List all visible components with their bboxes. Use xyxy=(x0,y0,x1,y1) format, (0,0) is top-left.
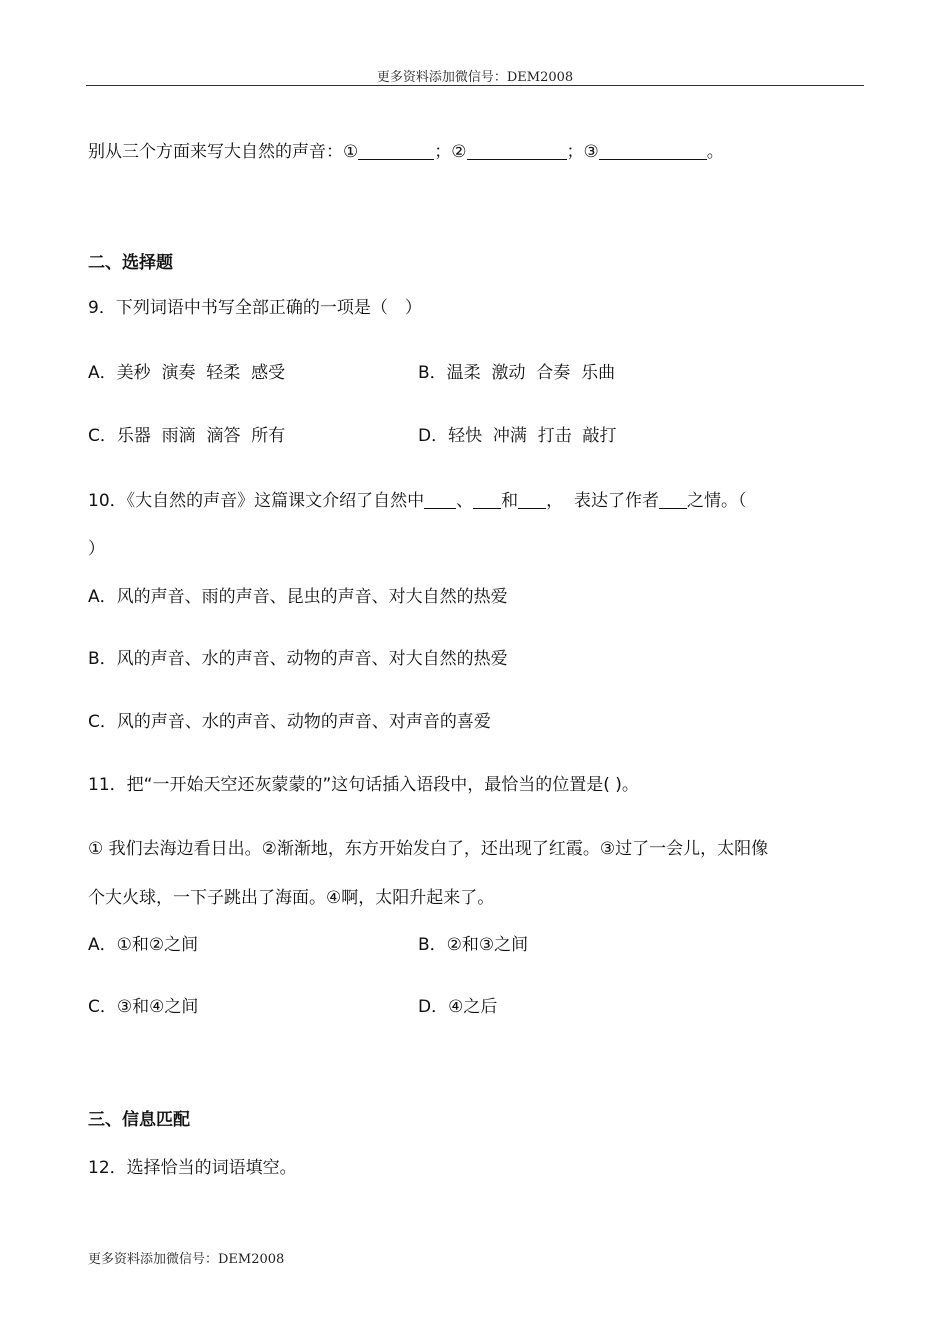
option-text: 美秒 演奏 轻柔 感受 xyxy=(116,363,286,383)
question-9-stem: 9．下列词语中书写全部正确的一项是（ ） xyxy=(88,298,422,318)
option-label: C． xyxy=(88,426,117,446)
question-11-stem: 11．把“一开始天空还灰蒙蒙的”这句话插入语段中，最恰当的位置是( )。 xyxy=(88,775,639,795)
intro-sep-2: ；③ xyxy=(566,142,599,162)
option-text: ③和④之间 xyxy=(116,997,199,1017)
answer-blank-1[interactable] xyxy=(358,141,434,160)
q10-text-1: 10．《大自然的声音》这篇课文介绍了自然中 xyxy=(88,491,425,511)
option-label: B． xyxy=(418,363,447,383)
q10-blank-4[interactable] xyxy=(659,490,687,509)
q10-option-a[interactable] xyxy=(88,586,508,608)
q11-option-d[interactable] xyxy=(418,996,497,1018)
option-text: 风的声音、水的声音、动物的声音、对声音的喜爱 xyxy=(116,712,491,732)
option-label: A． xyxy=(88,363,117,383)
option-label: C． xyxy=(88,712,117,732)
option-text: 风的声音、水的声音、动物的声音、对大自然的热爱 xyxy=(116,649,508,669)
option-text: 风的声音、雨的声音、昆虫的声音、对大自然的热爱 xyxy=(116,587,508,607)
q11-option-c[interactable] xyxy=(88,996,198,1018)
q10-text-3: 和 xyxy=(501,491,519,511)
header-divider xyxy=(86,85,864,86)
answer-blank-3[interactable] xyxy=(599,141,707,160)
section-title-choice: 二、选择题 xyxy=(88,253,173,273)
q9-option-d[interactable] xyxy=(418,425,617,447)
question-10-stem xyxy=(88,490,746,512)
q10-text-4: ， 表达了作者 xyxy=(546,491,659,511)
option-label: B． xyxy=(88,649,117,669)
option-text: 乐器 雨滴 滴答 所有 xyxy=(116,426,286,446)
q10-blank-1[interactable] xyxy=(424,490,456,509)
option-label: C． xyxy=(88,997,117,1017)
intro-end: 。 xyxy=(706,142,724,162)
q11-option-b[interactable] xyxy=(418,934,528,956)
option-text: 轻快 冲满 打击 敲打 xyxy=(448,426,617,446)
q10-option-c[interactable] xyxy=(88,711,491,733)
q10-blank-2[interactable] xyxy=(473,490,501,509)
q10-blank-3[interactable] xyxy=(518,490,546,509)
intro-prefix: 别从三个方面来写大自然的声音：① xyxy=(88,142,359,162)
question-12-stem: 12．选择恰当的词语填空。 xyxy=(88,1158,297,1178)
option-label: D． xyxy=(418,426,449,446)
q9-option-c[interactable] xyxy=(88,425,285,447)
q11-passage-line-1: ① 我们去海边看日出。②渐渐地，东方开始发白了，还出现了红霞。③过了一会儿，太阳像 xyxy=(88,839,769,859)
q9-option-b[interactable] xyxy=(418,362,615,384)
q10-text-2: 、 xyxy=(456,491,474,511)
q9-option-a[interactable] xyxy=(88,362,285,384)
intro-line xyxy=(88,141,724,163)
option-text: ②和③之间 xyxy=(446,935,529,955)
option-label: A． xyxy=(88,935,117,955)
q10-text-5: 之情。（ xyxy=(686,491,747,511)
option-text: 温柔 激动 合奏 乐曲 xyxy=(446,363,616,383)
intro-sep-1: ；② xyxy=(434,142,467,162)
q11-passage-line-2: 个大火球，一下子跳出了海面。④啊，太阳升起来了。 xyxy=(88,888,495,908)
page-header: 更多资料添加微信号：DEM2008 xyxy=(376,70,574,85)
option-text: ①和②之间 xyxy=(116,935,199,955)
page-footer: 更多资料添加微信号：DEM2008 xyxy=(88,1252,285,1267)
question-10-line-2: ） xyxy=(88,539,105,559)
q10-option-b[interactable] xyxy=(88,648,508,670)
option-text: ④之后 xyxy=(448,997,498,1017)
option-label: B． xyxy=(418,935,447,955)
option-label: A． xyxy=(88,587,117,607)
answer-blank-2[interactable] xyxy=(467,141,567,160)
section-title-matching: 三、信息匹配 xyxy=(88,1110,190,1130)
option-label: D． xyxy=(418,997,449,1017)
q11-option-a[interactable] xyxy=(88,934,198,956)
